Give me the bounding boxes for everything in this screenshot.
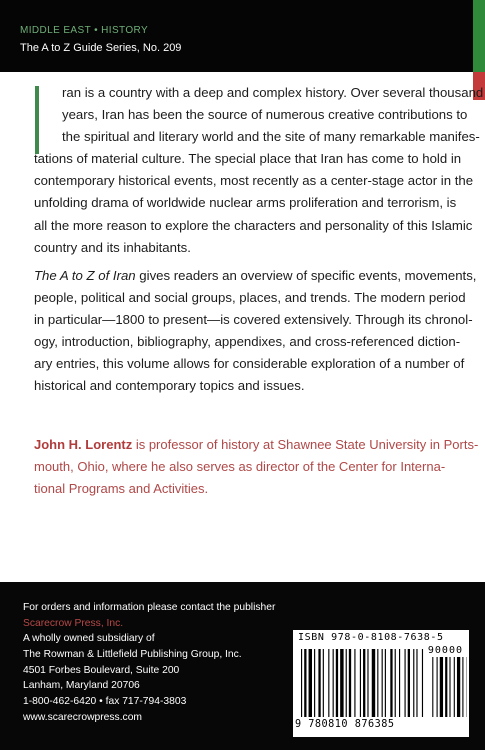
flag-stripe-green (473, 0, 485, 72)
description-line: tations of material culture. The special place that Iran has come to hold in (34, 151, 462, 167)
contact-website[interactable]: www.scarecrowpress.com (23, 711, 143, 723)
description-line: The A to Z of Iran gives readers an overview of specific events, movements, (34, 268, 477, 283)
description-line: contemporary historical events, most recently as a center-stage actor in the (34, 173, 474, 189)
header-band (0, 0, 473, 72)
author-name: John H. Lorentz (34, 437, 133, 452)
category-label: MIDDLE EAST • HISTORY (20, 25, 149, 36)
publisher-name: Scarecrow Press, Inc. (23, 617, 124, 629)
series-label: The A to Z Guide Series, No. 209 (20, 42, 182, 54)
contact-intro: For orders and information please contact the publisher (23, 602, 276, 613)
barcode-icon (295, 649, 467, 719)
publisher-contact (23, 600, 275, 726)
bio-line: mouth, Ohio, where he also serves as director of the Center for Interna- (34, 459, 446, 475)
contact-parent: The Rowman & Littlefield Publishing Group, Inc. (23, 649, 242, 661)
description-paragraph-2 (34, 265, 476, 398)
description-line: all the more reason to explore the characters and personality of this Islamic (34, 217, 473, 233)
author-bio (34, 434, 478, 500)
description-line: country and its inhabitants. (34, 239, 191, 255)
description-line: people, political and social groups, places, and trends. The modern period (34, 290, 466, 306)
isbn-number: ISBN 978-0-8108-7638-5 (298, 632, 444, 643)
contact-street: 4501 Forbes Boulevard, Suite 200 (23, 664, 180, 676)
bio-line: John H. Lorentz is professor of history at Shawnee State University in Ports- (34, 437, 479, 452)
contact-city: Lanham, Maryland 20706 (23, 680, 140, 692)
description-line: ary entries, this volume allows for considerable exploration of a number of (34, 356, 465, 372)
description-line: ogy, introduction, bibliography, appendixes, and cross-referenced diction- (34, 334, 461, 350)
description-line: years, Iran has been the source of numerous creative contributions to (62, 107, 468, 123)
contact-subsidiary: A wholly owned subsidiary of (23, 633, 155, 645)
description-line: ran is a country with a deep and complex history. Over several thousand (62, 85, 484, 100)
bio-line: tional Programs and Activities. (34, 481, 209, 497)
description-line: the spiritual and literary world and the site of many remarkable manifes- (62, 129, 480, 145)
isbn-barcode (293, 630, 469, 737)
drop-cap-initial (35, 86, 39, 154)
description-line: in particular—1800 to present—is covered extensively. Through its chronol- (34, 312, 473, 328)
price-code: 90000 (427, 645, 463, 656)
description-line: historical and contemporary topics and issues. (34, 378, 305, 394)
barcode-digits: 9 780810 876385 (295, 719, 395, 730)
book-title: The A to Z of Iran (34, 268, 136, 283)
description-paragraph-1 (34, 82, 484, 259)
description-line: unfolding drama of worldwide nuclear arms proliferation and terrorism, is (34, 195, 457, 211)
contact-phone: 1-800-462-6420 • fax 717-794-3803 (23, 696, 187, 708)
